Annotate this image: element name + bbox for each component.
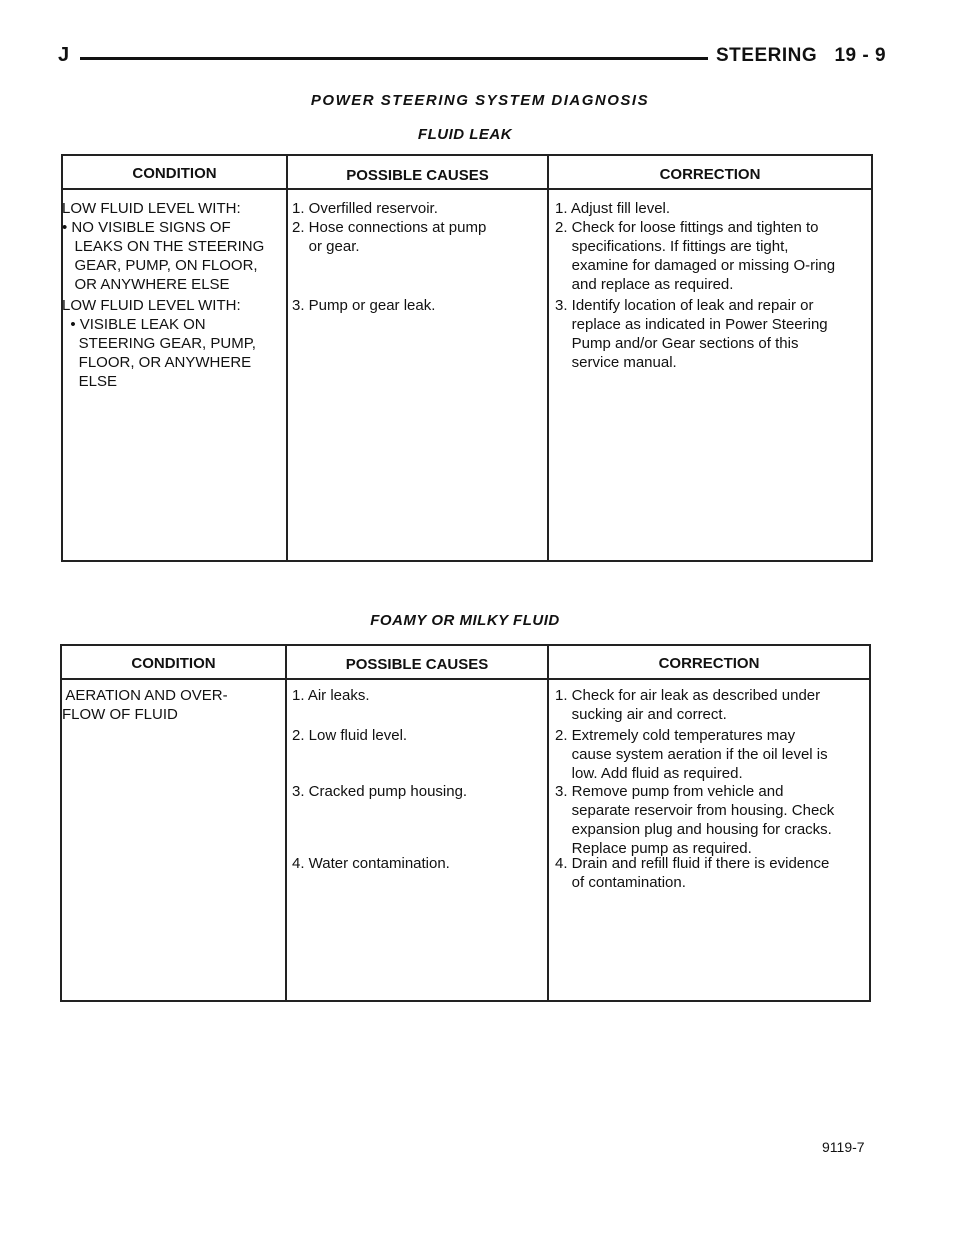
correction-cell: 2. Extremely cold temperatures may cause system aeration if the oil level is low. Add fluid as required. — [555, 727, 828, 782]
cause-cell: 3. Cracked pump housing. — [292, 783, 468, 800]
header-correction: CORRECTION — [658, 655, 760, 672]
correction-cell: 1. Check for air leak as described under sucking air and correct. — [555, 687, 821, 723]
column-divider — [286, 156, 288, 560]
figure-number: 9119-7 — [822, 1139, 865, 1155]
cause-cell: 2. Hose connections at pump or gear. — [292, 219, 487, 255]
header-condition: CONDITION — [131, 655, 216, 672]
foamy-fluid-table — [60, 644, 871, 1002]
header-chapter-page — [716, 45, 886, 67]
header-possible-causes: POSSIBLE CAUSES — [346, 167, 489, 184]
condition-cell: LOW FLUID LEVEL WITH: • VISIBLE LEAK ON STEERING GEAR, PUMP, FLOOR, OR ANYWHERE ELSE — [62, 297, 256, 390]
cause-cell: 4. Water contamination. — [292, 855, 450, 872]
header-condition: CONDITION — [132, 165, 217, 182]
page-number: 19 - 9 — [834, 45, 887, 66]
chapter-title: STEERING — [716, 45, 818, 66]
header-rule — [80, 57, 708, 60]
fluid-leak-table — [61, 154, 873, 562]
column-divider — [547, 646, 549, 1000]
correction-cell: 3. Identify location of leak and repair or replace as indicated in Power Steering Pump and/or Gear sections of this service manual. — [555, 297, 828, 371]
page-title: POWER STEERING SYSTEM DIAGNOSIS — [310, 92, 650, 109]
correction-cell: 4. Drain and refill fluid if there is evidence of contamination. — [555, 855, 830, 891]
header-possible-causes: POSSIBLE CAUSES — [345, 656, 489, 673]
section-letter: J — [58, 44, 70, 66]
condition-cell: AERATION AND OVER- FLOW OF FLUID — [62, 687, 228, 723]
cause-cell: 1. Overfilled reservoir. — [292, 200, 438, 217]
fluid-leak-title: FLUID LEAK — [417, 126, 513, 143]
correction-cell: 1. Adjust fill level. — [555, 200, 671, 217]
cause-cell: 1. Air leaks. — [292, 687, 370, 704]
foamy-fluid-title: FOAMY OR MILKY FLUID — [370, 612, 560, 629]
header-correction: CORRECTION — [659, 166, 761, 183]
column-divider — [547, 156, 549, 560]
correction-cell: 2. Check for loose fittings and tighten to specifications. If fittings are tight, examine for damaged or missing O-ring and replace as required. — [555, 219, 836, 293]
condition-cell: LOW FLUID LEVEL WITH: • NO VISIBLE SIGNS OF LEAKS ON THE STEERING GEAR, PUMP, ON FLOOR, OR ANYWHERE ELSE — [62, 200, 265, 293]
column-divider — [285, 646, 287, 1000]
cause-cell: 3. Pump or gear leak. — [292, 297, 436, 314]
cause-cell: 2. Low fluid level. — [292, 727, 408, 744]
correction-cell: 3. Remove pump from vehicle and separate reservoir from housing. Check expansion plug and housing for cracks. Replace pump as required. — [555, 783, 835, 857]
